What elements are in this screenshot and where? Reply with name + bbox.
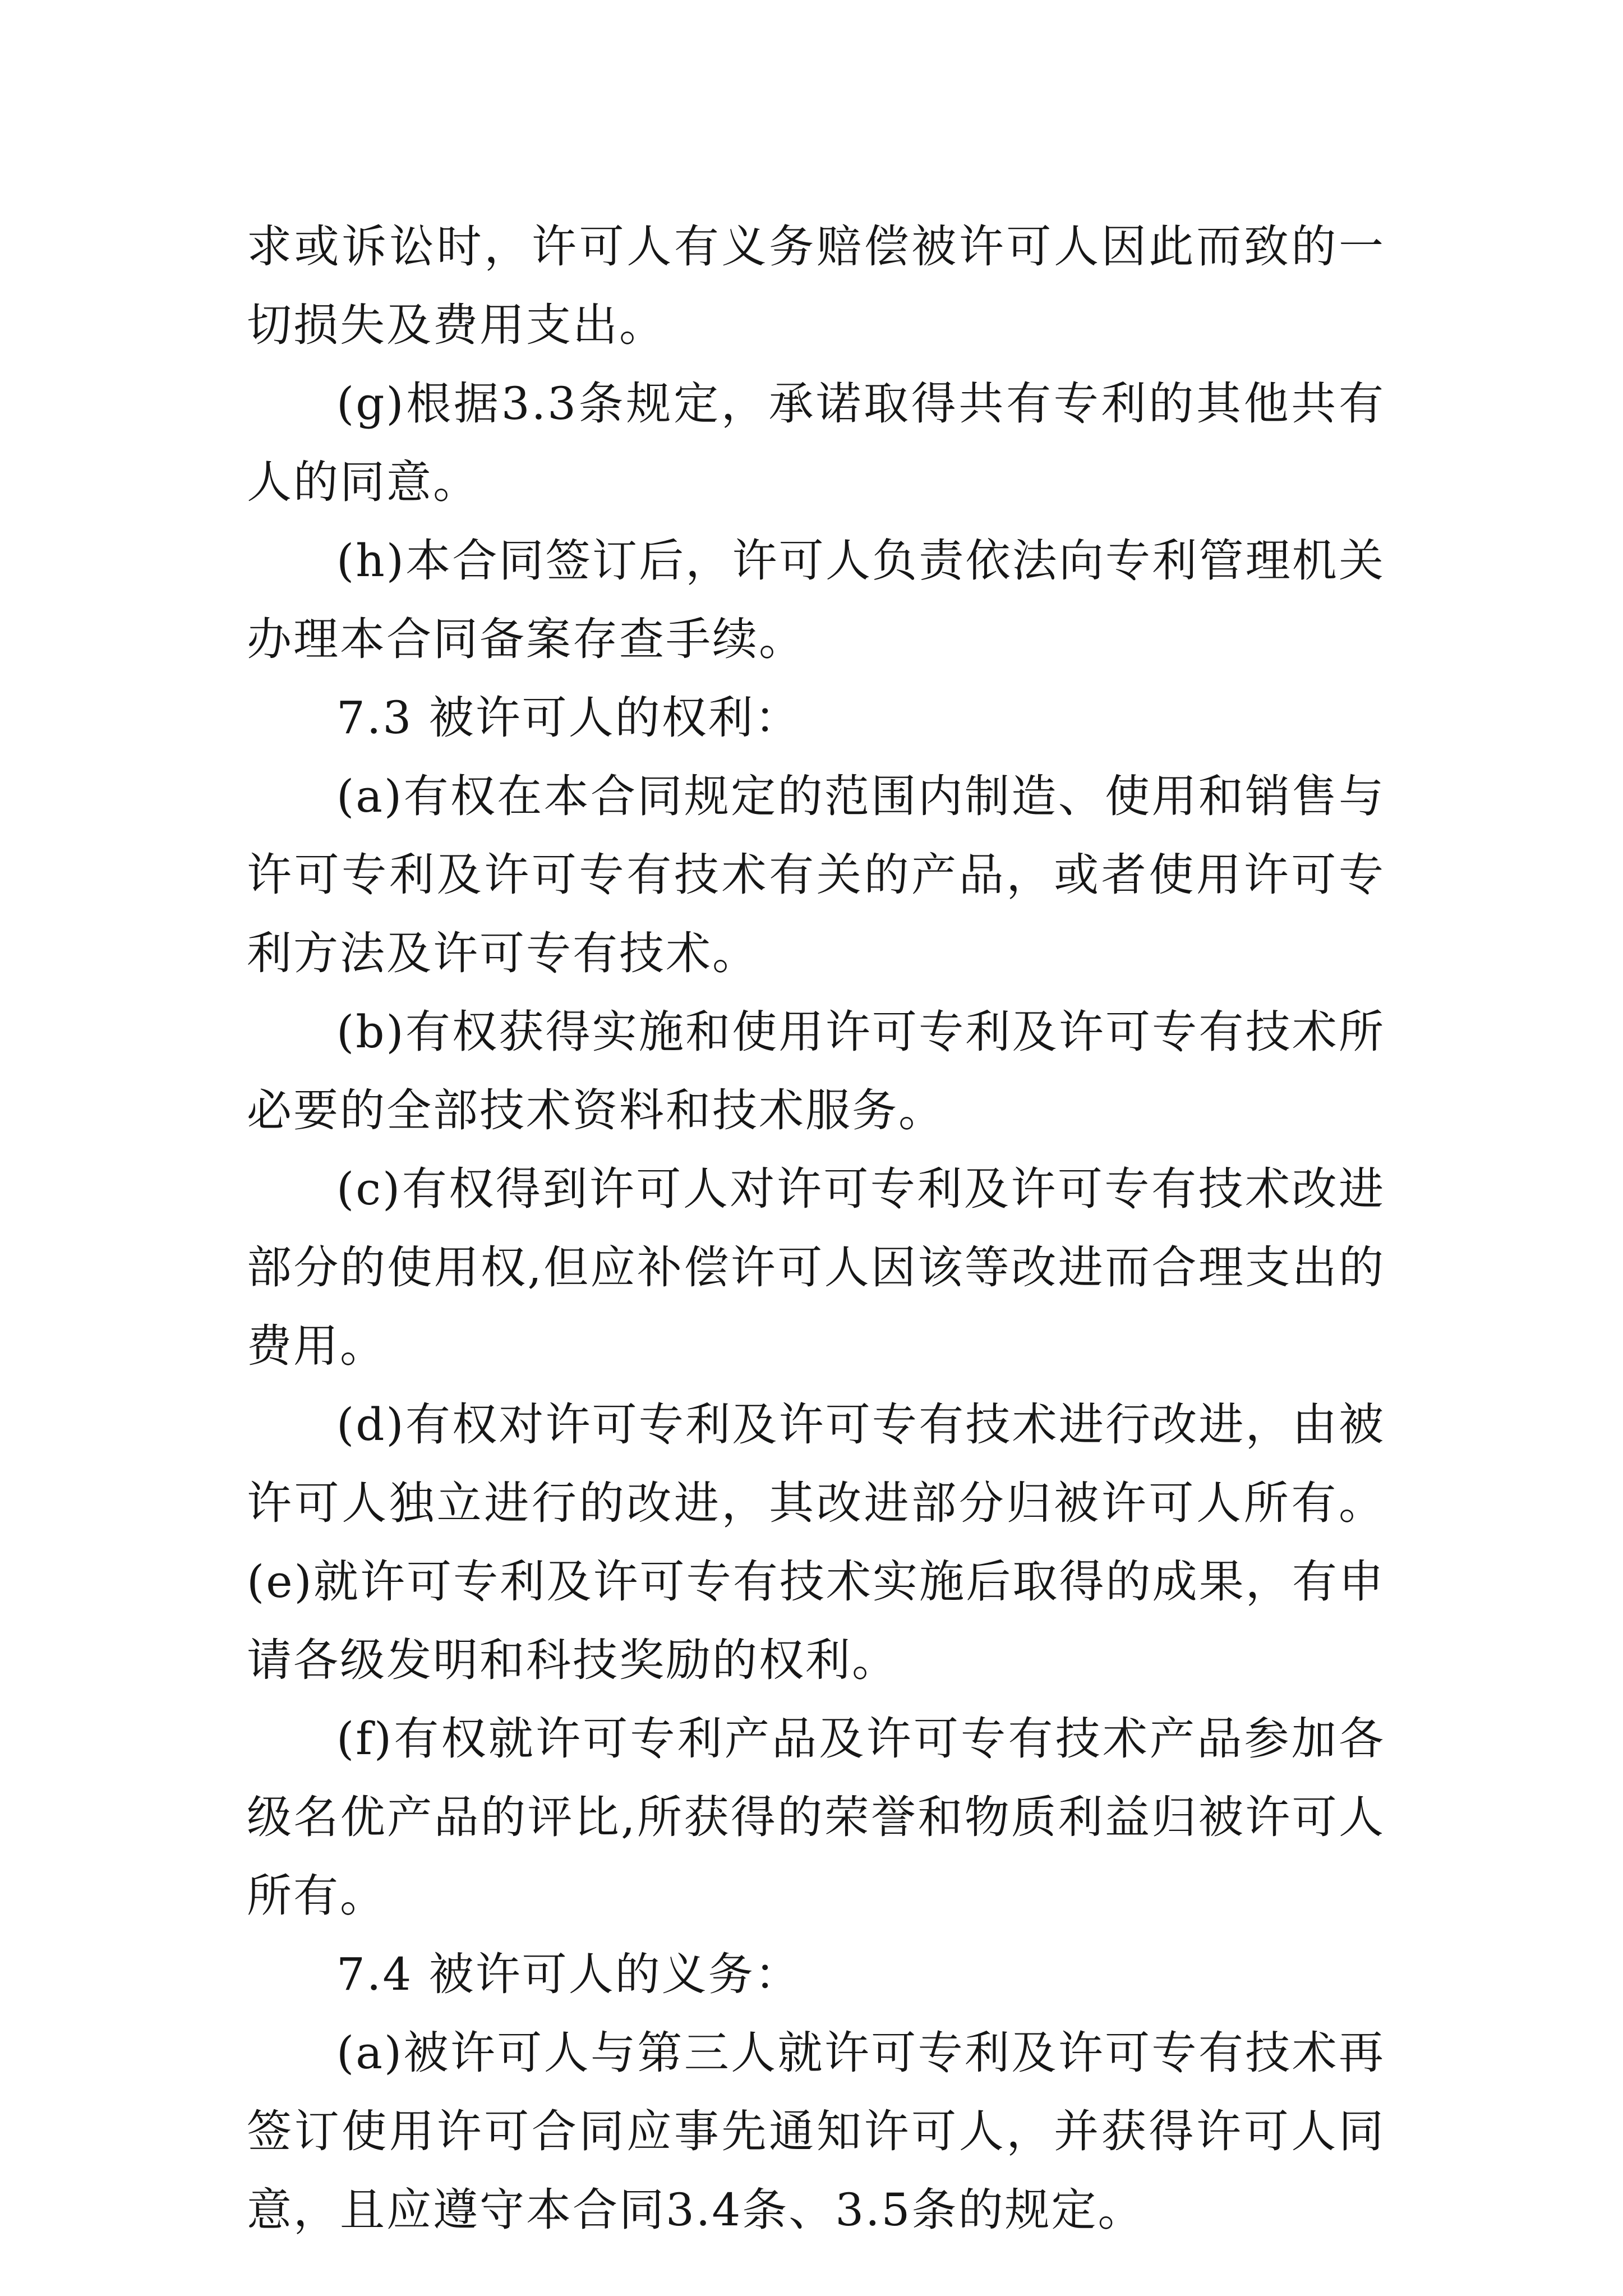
paragraph-clause-d-e: (d)有权对许可专利及许可专有技术进行改进，由被许可人独立进行的改进，其改进部分归被许可人所有。 (e)就许可专利及许可专有技术实施后取得的成果，有申请各级发明和科技奖励的权利。: [247, 1398, 1385, 1686]
section-heading-7-3: 7.3 被许可人的权利：: [336, 692, 801, 744]
paragraph-clause-h: (h)本合同签订后，许可人负责依法向专利管理机关办理本合同备案存查手续。: [247, 535, 1385, 665]
paragraph-clause-f: (f)有权就许可专利产品及许可专有技术产品参加各级名优产品的评比,所获得的荣誉和物质利益归被许可人所有。: [247, 1713, 1385, 1922]
paragraph-clause-b: (b)有权获得实施和使用许可专利及许可专有技术所必要的全部技术资料和技术服务。: [247, 1006, 1385, 1137]
paragraph-clause-g: (g)根据3.3条规定，承诺取得共有专利的其他共有人的同意。: [247, 378, 1385, 508]
paragraph-continuation: 求或诉讼时，许可人有义务赔偿被许可人因此而致的一切损失及费用支出。: [247, 220, 1385, 351]
paragraph-clause-c: (c)有权得到许可人对许可专利及许可专有技术改进部分的使用权,但应补偿许可人因该等改进而合理支出的费用。: [247, 1163, 1385, 1372]
document-body: [247, 208, 1385, 2249]
paragraph-clause-a: (a)有权在本合同规定的范围内制造、使用和销售与许可专利及许可专有技术有关的产品，或者使用许可专利方法及许可专有技术。: [247, 770, 1385, 979]
paragraph-clause-a-obligation: (a)被许可人与第三人就许可专利及许可专有技术再签订使用许可合同应事先通知许可人，并获得许可人同意，且应遵守本合同3.4条、3.5条的规定。: [247, 2027, 1385, 2236]
section-heading-7-4: 7.4 被许可人的义务：: [336, 1948, 801, 2000]
